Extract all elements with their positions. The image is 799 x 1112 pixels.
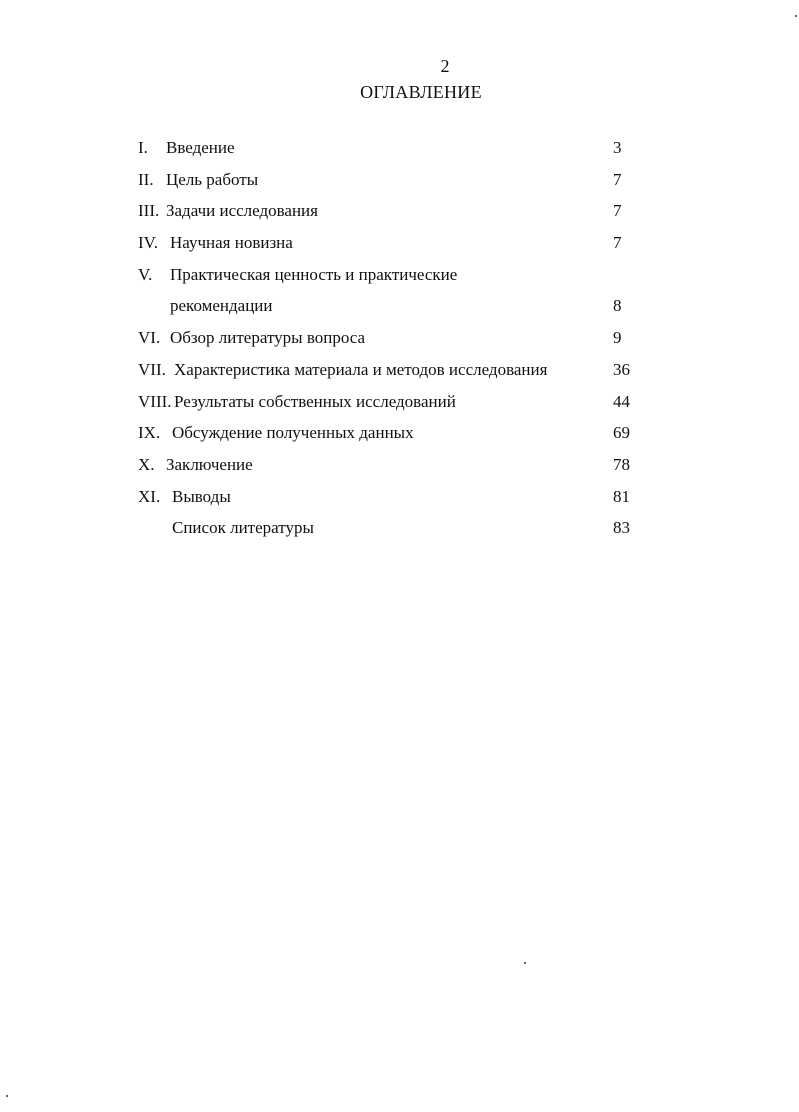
toc-number: VIII. [138, 391, 172, 411]
toc-title-text: Обсуждение полученных данных [172, 423, 414, 443]
toc-title-text: Введение [166, 138, 235, 157]
toc-row [0, 263, 799, 295]
toc-row [0, 485, 799, 517]
toc-page-number: 81 [613, 486, 630, 506]
toc-row [0, 326, 799, 358]
toc-row [0, 136, 799, 168]
toc-title-text: Задачи исследования [166, 201, 318, 221]
toc-row [0, 358, 799, 390]
toc-page-number: 78 [613, 454, 630, 474]
toc-number: I. [138, 138, 148, 157]
toc-page-number: 44 [613, 391, 630, 411]
toc-row [0, 231, 799, 263]
toc-row [0, 168, 799, 200]
toc-number: IX. [138, 423, 161, 443]
toc-title-text: Результаты собственных исследований [174, 391, 456, 411]
toc-number: X. [138, 454, 155, 474]
toc-title: ОГЛАВЛЕНИЕ [360, 82, 482, 102]
scan-speck [524, 962, 526, 964]
toc-title-text: Список литературы [172, 518, 314, 538]
table-of-contents [0, 136, 799, 548]
toc-row [0, 294, 799, 326]
toc-page-number: 7 [613, 233, 622, 253]
toc-page-number: 69 [613, 423, 630, 443]
toc-title-text: Научная новизна [170, 233, 293, 253]
page-number: 2 [440, 56, 450, 76]
toc-number: II. [138, 169, 154, 189]
toc-title-text: Практическая ценность и практические [170, 264, 458, 284]
toc-title-text: Заключение [166, 454, 253, 474]
toc-title-text: Характеристика материала и методов исследования [174, 359, 548, 379]
toc-number: XI. [138, 486, 161, 506]
scan-speck [795, 15, 797, 17]
toc-page-number: 7 [613, 201, 622, 221]
toc-page-number: 8 [613, 296, 622, 316]
toc-number: V. [138, 264, 153, 284]
toc-title-text: Выводы [172, 486, 231, 506]
scan-speck [6, 1095, 8, 1097]
toc-number: VII. [138, 359, 166, 379]
toc-page-number: 9 [613, 328, 622, 348]
toc-title-text: рекомендации [170, 296, 273, 316]
toc-number: IV. [138, 233, 158, 253]
toc-row [0, 453, 799, 485]
toc-page-number: 3 [613, 138, 622, 157]
toc-page-number: 7 [613, 169, 622, 189]
toc-title-text: Цель работы [166, 169, 259, 189]
toc-row [0, 390, 799, 422]
toc-title-text: Обзор литературы вопроса [170, 328, 366, 348]
toc-number: VI. [138, 328, 161, 348]
toc-row [0, 421, 799, 453]
toc-page-number: 83 [613, 518, 630, 538]
toc-number: III. [138, 201, 160, 221]
toc-page-number: 36 [613, 359, 630, 379]
toc-row [0, 199, 799, 231]
toc-row [0, 516, 799, 548]
